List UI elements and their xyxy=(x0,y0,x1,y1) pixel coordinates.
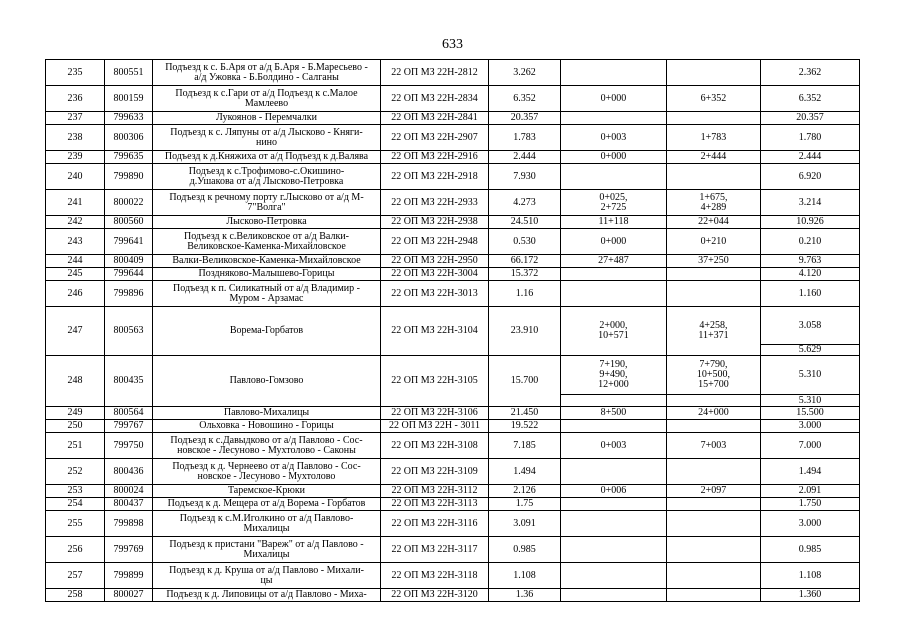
cell-end-chainage xyxy=(667,589,761,602)
cell-road-id: 22 ОП МЗ 22Н-3109 xyxy=(381,459,489,485)
cell-road-name: Подъезд к с.Гари от а/д Подъезд к с.Малое Мамлеево xyxy=(153,86,381,112)
cell-length: 1.783 xyxy=(489,125,561,151)
cell-road-name: Подъезд к п. Силикатный от а/д Владимир - Муром - Арзамас xyxy=(153,281,381,307)
cell-empty xyxy=(561,395,667,407)
cell-value-total: 5.310 xyxy=(761,395,860,407)
cell-code: 800159 xyxy=(105,86,153,112)
cell-index: 252 xyxy=(46,459,105,485)
cell-road-id: 22 ОП МЗ 22Н-2916 xyxy=(381,151,489,164)
cell-length: 6.352 xyxy=(489,86,561,112)
table-row xyxy=(46,60,860,86)
cell-road-name: Подъезд к с.М.Иголкино от а/д Павлово- Михалицы xyxy=(153,511,381,537)
cell-start-chainage: 2+000, 10+571 xyxy=(561,307,667,356)
cell-end-chainage xyxy=(667,459,761,485)
cell-code: 800551 xyxy=(105,60,153,86)
cell-code: 799644 xyxy=(105,268,153,281)
cell-value: 6.352 xyxy=(761,86,860,112)
cell-road-id: 22 ОП МЗ 22Н-3113 xyxy=(381,498,489,511)
cell-end-chainage: 2+444 xyxy=(667,151,761,164)
cell-value: 15.500 xyxy=(761,407,860,420)
cell-length: 0.530 xyxy=(489,229,561,255)
cell-end-chainage xyxy=(667,281,761,307)
cell-value: 1.108 xyxy=(761,563,860,589)
cell-road-name: Павлово-Гомзово xyxy=(153,356,381,407)
cell-value: 5.310 xyxy=(761,356,860,395)
cell-start-chainage: 0+000 xyxy=(561,151,667,164)
cell-end-chainage: 24+000 xyxy=(667,407,761,420)
cell-road-id: 22 ОП МЗ 22Н-3118 xyxy=(381,563,489,589)
cell-end-chainage xyxy=(667,563,761,589)
cell-road-name: Валки-Великовское-Каменка-Михайловское xyxy=(153,255,381,268)
table-row xyxy=(46,485,860,498)
cell-value: 2.091 xyxy=(761,485,860,498)
table-row xyxy=(46,164,860,190)
cell-index: 238 xyxy=(46,125,105,151)
cell-code: 800435 xyxy=(105,356,153,407)
cell-length: 23.910 xyxy=(489,307,561,356)
cell-index: 236 xyxy=(46,86,105,112)
cell-end-chainage: 6+352 xyxy=(667,86,761,112)
cell-start-chainage: 0+006 xyxy=(561,485,667,498)
cell-value: 0.985 xyxy=(761,537,860,563)
cell-length: 1.108 xyxy=(489,563,561,589)
table-row xyxy=(46,420,860,433)
cell-code: 799750 xyxy=(105,433,153,459)
cell-index: 248 xyxy=(46,356,105,407)
cell-length: 15.700 xyxy=(489,356,561,407)
cell-code: 799633 xyxy=(105,112,153,125)
cell-index: 249 xyxy=(46,407,105,420)
cell-road-name: Ворема-Горбатов xyxy=(153,307,381,356)
roads-table xyxy=(45,59,860,602)
table-row xyxy=(46,459,860,485)
cell-end-chainage: 7+790, 10+500, 15+700 xyxy=(667,356,761,395)
cell-length: 1.75 xyxy=(489,498,561,511)
cell-end-chainage xyxy=(667,164,761,190)
cell-index: 240 xyxy=(46,164,105,190)
cell-road-id: 22 ОП МЗ 22Н-3105 xyxy=(381,356,489,407)
cell-road-id: 22 ОП МЗ 22Н-3106 xyxy=(381,407,489,420)
cell-value: 1.750 xyxy=(761,498,860,511)
cell-start-chainage xyxy=(561,498,667,511)
cell-road-id: 22 ОП МЗ 22Н-3116 xyxy=(381,511,489,537)
cell-code: 800436 xyxy=(105,459,153,485)
cell-start-chainage: 27+487 xyxy=(561,255,667,268)
cell-start-chainage: 8+500 xyxy=(561,407,667,420)
table-row xyxy=(46,268,860,281)
cell-road-id: 22 ОП МЗ 22Н-2938 xyxy=(381,216,489,229)
cell-value: 4.120 xyxy=(761,268,860,281)
cell-road-id: 22 ОП МЗ 22Н-2918 xyxy=(381,164,489,190)
cell-road-name: Подъезд к пристани "Вареж" от а/д Павлово - Михалицы xyxy=(153,537,381,563)
cell-code: 800409 xyxy=(105,255,153,268)
cell-end-chainage xyxy=(667,268,761,281)
cell-code: 800560 xyxy=(105,216,153,229)
cell-value: 9.763 xyxy=(761,255,860,268)
cell-road-id: 22 ОП МЗ 22Н - 3011 xyxy=(381,420,489,433)
cell-start-chainage: 0+000 xyxy=(561,229,667,255)
cell-index: 247 xyxy=(46,307,105,356)
cell-value: 20.357 xyxy=(761,112,860,125)
cell-end-chainage: 2+097 xyxy=(667,485,761,498)
cell-index: 257 xyxy=(46,563,105,589)
cell-empty xyxy=(667,395,761,407)
cell-value-total: 5.629 xyxy=(761,345,860,356)
cell-start-chainage xyxy=(561,511,667,537)
table-row xyxy=(46,407,860,420)
table-row xyxy=(46,125,860,151)
cell-index: 237 xyxy=(46,112,105,125)
cell-road-id: 22 ОП МЗ 22Н-3112 xyxy=(381,485,489,498)
cell-length: 1.36 xyxy=(489,589,561,602)
cell-code: 799635 xyxy=(105,151,153,164)
cell-value: 3.000 xyxy=(761,511,860,537)
cell-length: 7.930 xyxy=(489,164,561,190)
cell-code: 799767 xyxy=(105,420,153,433)
cell-index: 239 xyxy=(46,151,105,164)
cell-end-chainage xyxy=(667,498,761,511)
cell-end-chainage xyxy=(667,511,761,537)
cell-road-id: 22 ОП МЗ 22Н-3120 xyxy=(381,589,489,602)
cell-start-chainage xyxy=(561,459,667,485)
cell-start-chainage xyxy=(561,60,667,86)
cell-value: 1.360 xyxy=(761,589,860,602)
cell-length: 2.126 xyxy=(489,485,561,498)
cell-road-id: 22 ОП МЗ 22Н-2841 xyxy=(381,112,489,125)
cell-end-chainage xyxy=(667,420,761,433)
cell-index: 244 xyxy=(46,255,105,268)
cell-value: 0.210 xyxy=(761,229,860,255)
cell-value: 3.058 xyxy=(761,307,860,345)
cell-index: 251 xyxy=(46,433,105,459)
cell-length: 7.185 xyxy=(489,433,561,459)
cell-road-name: Таремское-Крюки xyxy=(153,485,381,498)
cell-value: 7.000 xyxy=(761,433,860,459)
table-row xyxy=(46,356,860,395)
cell-length: 19.522 xyxy=(489,420,561,433)
cell-start-chainage xyxy=(561,112,667,125)
cell-length: 15.372 xyxy=(489,268,561,281)
cell-end-chainage: 37+250 xyxy=(667,255,761,268)
cell-start-chainage: 0+003 xyxy=(561,433,667,459)
cell-code: 800437 xyxy=(105,498,153,511)
cell-road-name: Ольховка - Новошино - Горицы xyxy=(153,420,381,433)
cell-start-chainage: 0+000 xyxy=(561,86,667,112)
table-row xyxy=(46,151,860,164)
table-row xyxy=(46,433,860,459)
cell-road-name: Поздняково-Малышево-Горицы xyxy=(153,268,381,281)
cell-length: 66.172 xyxy=(489,255,561,268)
cell-road-name: Подъезд к с.Трофимово-с.Окишино- д.Ушакова от а/д Лысково-Петровка xyxy=(153,164,381,190)
cell-length: 3.262 xyxy=(489,60,561,86)
cell-code: 799890 xyxy=(105,164,153,190)
cell-start-chainage xyxy=(561,281,667,307)
cell-start-chainage xyxy=(561,164,667,190)
cell-road-name: Подъезд к с. Б.Аря от а/д Б.Аря - Б.Маресьево - а/д Ужовка - Б.Болдино - Салганы xyxy=(153,60,381,86)
cell-road-id: 22 ОП МЗ 22Н-2812 xyxy=(381,60,489,86)
cell-index: 253 xyxy=(46,485,105,498)
cell-code: 800306 xyxy=(105,125,153,151)
cell-length: 2.444 xyxy=(489,151,561,164)
cell-value: 10.926 xyxy=(761,216,860,229)
cell-road-name: Лысково-Петровка xyxy=(153,216,381,229)
cell-end-chainage: 1+675, 4+289 xyxy=(667,190,761,216)
cell-length: 20.357 xyxy=(489,112,561,125)
cell-end-chainage xyxy=(667,112,761,125)
table-row xyxy=(46,112,860,125)
table-row xyxy=(46,281,860,307)
cell-start-chainage: 11+118 xyxy=(561,216,667,229)
cell-value: 2.362 xyxy=(761,60,860,86)
cell-length: 24.510 xyxy=(489,216,561,229)
cell-index: 235 xyxy=(46,60,105,86)
cell-road-id: 22 ОП МЗ 22Н-3104 xyxy=(381,307,489,356)
page-number: 633 xyxy=(442,37,463,52)
cell-length: 1.16 xyxy=(489,281,561,307)
cell-road-name: Подъезд к д. Липовицы от а/д Павлово - Миха- xyxy=(153,589,381,602)
cell-road-id: 22 ОП МЗ 22Н-2907 xyxy=(381,125,489,151)
cell-code: 799899 xyxy=(105,563,153,589)
cell-start-chainage xyxy=(561,420,667,433)
cell-road-id: 22 ОП МЗ 22Н-3013 xyxy=(381,281,489,307)
cell-start-chainage xyxy=(561,537,667,563)
cell-road-name: Подъезд к с. Ляпуны от а/д Лысково - Княги- нино xyxy=(153,125,381,151)
cell-index: 258 xyxy=(46,589,105,602)
cell-index: 241 xyxy=(46,190,105,216)
cell-index: 245 xyxy=(46,268,105,281)
cell-end-chainage: 1+783 xyxy=(667,125,761,151)
cell-road-name: Подъезд к с.Великовское от а/д Валки- Великовское-Каменка-Михайловское xyxy=(153,229,381,255)
cell-end-chainage: 0+210 xyxy=(667,229,761,255)
cell-end-chainage: 4+258, 11+371 xyxy=(667,307,761,356)
cell-length: 0.985 xyxy=(489,537,561,563)
table-row xyxy=(46,86,860,112)
cell-end-chainage: 22+044 xyxy=(667,216,761,229)
cell-index: 256 xyxy=(46,537,105,563)
table-row xyxy=(46,563,860,589)
cell-index: 243 xyxy=(46,229,105,255)
cell-value: 1.160 xyxy=(761,281,860,307)
cell-value: 3.214 xyxy=(761,190,860,216)
cell-code: 799898 xyxy=(105,511,153,537)
table-row xyxy=(46,537,860,563)
cell-start-chainage: 7+190, 9+490, 12+000 xyxy=(561,356,667,395)
table-row xyxy=(46,511,860,537)
cell-road-name: Лукоянов - Перемчалки xyxy=(153,112,381,125)
cell-value: 6.920 xyxy=(761,164,860,190)
cell-value: 1.494 xyxy=(761,459,860,485)
cell-index: 242 xyxy=(46,216,105,229)
cell-road-id: 22 ОП МЗ 22Н-2933 xyxy=(381,190,489,216)
cell-code: 799641 xyxy=(105,229,153,255)
cell-index: 250 xyxy=(46,420,105,433)
cell-road-name: Подъезд к речному порту г.Лысково от а/д М- 7"Волга" xyxy=(153,190,381,216)
cell-road-id: 22 ОП МЗ 22Н-3117 xyxy=(381,537,489,563)
cell-start-chainage xyxy=(561,268,667,281)
cell-end-chainage xyxy=(667,537,761,563)
cell-code: 799896 xyxy=(105,281,153,307)
cell-road-name: Подъезд к д. Мещера от а/д Ворема - Горбатов xyxy=(153,498,381,511)
cell-code: 800022 xyxy=(105,190,153,216)
table-row xyxy=(46,229,860,255)
cell-code: 799769 xyxy=(105,537,153,563)
cell-road-name: Подъезд к д.Княжиха от а/д Подъезд к д.Валява xyxy=(153,151,381,164)
cell-value: 2.444 xyxy=(761,151,860,164)
cell-start-chainage: 0+025, 2+725 xyxy=(561,190,667,216)
cell-code: 800564 xyxy=(105,407,153,420)
cell-length: 21.450 xyxy=(489,407,561,420)
cell-road-id: 22 ОП МЗ 22Н-2950 xyxy=(381,255,489,268)
cell-length: 3.091 xyxy=(489,511,561,537)
cell-value: 3.000 xyxy=(761,420,860,433)
cell-start-chainage xyxy=(561,563,667,589)
cell-end-chainage xyxy=(667,60,761,86)
table-row xyxy=(46,190,860,216)
table-row xyxy=(46,589,860,602)
cell-road-name: Павлово-Михалицы xyxy=(153,407,381,420)
cell-index: 255 xyxy=(46,511,105,537)
cell-length: 1.494 xyxy=(489,459,561,485)
cell-index: 246 xyxy=(46,281,105,307)
cell-road-id: 22 ОП МЗ 22Н-3004 xyxy=(381,268,489,281)
cell-start-chainage xyxy=(561,589,667,602)
cell-road-id: 22 ОП МЗ 22Н-2948 xyxy=(381,229,489,255)
table-row xyxy=(46,216,860,229)
cell-road-name: Подъезд к с.Давыдково от а/д Павлово - Сос- новское - Лесуново - Мухтолово - Саконы xyxy=(153,433,381,459)
cell-code: 800563 xyxy=(105,307,153,356)
cell-length: 4.273 xyxy=(489,190,561,216)
cell-road-id: 22 ОП МЗ 22Н-2834 xyxy=(381,86,489,112)
cell-index: 254 xyxy=(46,498,105,511)
cell-end-chainage: 7+003 xyxy=(667,433,761,459)
cell-code: 800024 xyxy=(105,485,153,498)
cell-value: 1.780 xyxy=(761,125,860,151)
table-row xyxy=(46,307,860,345)
cell-road-name: Подъезд к д. Круша от а/д Павлово - Михали- цы xyxy=(153,563,381,589)
cell-code: 800027 xyxy=(105,589,153,602)
table-row xyxy=(46,255,860,268)
table-row xyxy=(46,498,860,511)
cell-road-name: Подъезд к д. Чернеево от а/д Павлово - Сос- новское - Лесуново - Мухтолово xyxy=(153,459,381,485)
cell-road-id: 22 ОП МЗ 22Н-3108 xyxy=(381,433,489,459)
cell-start-chainage: 0+003 xyxy=(561,125,667,151)
